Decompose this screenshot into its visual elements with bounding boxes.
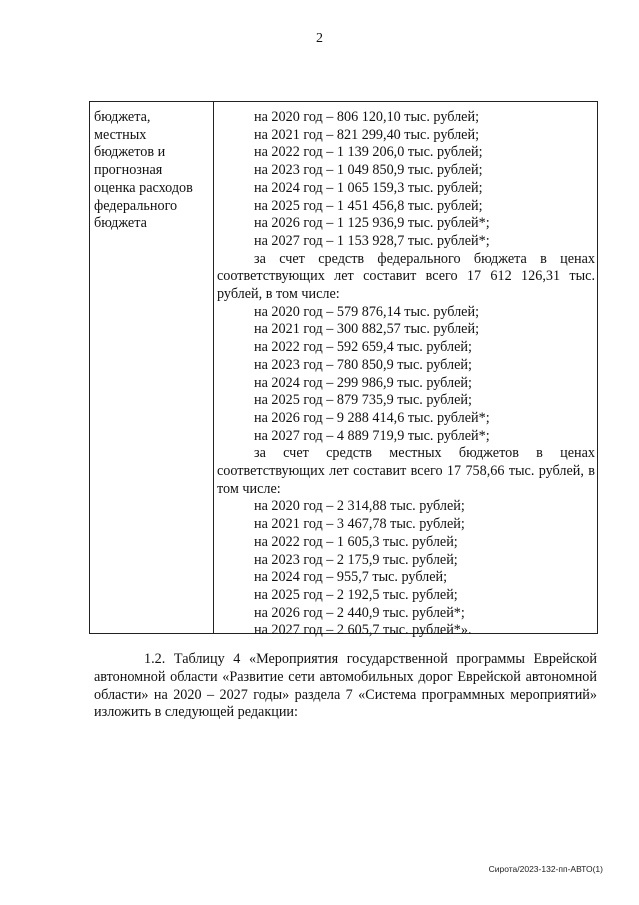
local-year-line: на 2026 год – 2 440,9 тыс. рублей*; — [254, 604, 465, 621]
local-budget-intro: за счет средств местных бюджетов в ценах соответствующих лет составит всего 17 758,66 тыс. рублей, в том числе: — [217, 445, 595, 497]
regional-year-line: на 2027 год – 1 153 928,7 тыс. рублей*; — [254, 232, 490, 249]
left-cell-line: оценка расходов — [94, 179, 193, 196]
federal-budget-intro: за счет средств федерального бюджета в ценах соответствующих лет составит всего 17 612 126,31 тыс. рублей, в том числе: — [217, 250, 595, 303]
local-year-line: на 2027 год – 2 605,7 тыс. рублей*». — [254, 622, 472, 639]
federal-year-line: на 2024 год – 299 986,9 тыс. рублей; — [254, 374, 472, 391]
federal-year-line: на 2021 год – 300 882,57 тыс. рублей; — [254, 321, 480, 338]
federal-year-line: на 2020 год – 579 876,14 тыс. рублей; — [254, 303, 480, 320]
federal-year-line: на 2027 год – 4 889 719,9 тыс. рублей*; — [254, 427, 490, 444]
regional-year-line: на 2024 год – 1 065 159,3 тыс. рублей; — [254, 179, 483, 196]
regional-year-line: на 2020 год – 806 120,10 тыс. рублей; — [254, 109, 480, 125]
regional-year-line: на 2023 год – 1 049 850,9 тыс. рублей; — [254, 162, 483, 179]
federal-year-line: на 2026 год – 9 288 414,6 тыс. рублей*; — [254, 409, 490, 426]
left-cell-line: бюджетов и — [94, 144, 166, 161]
document-footer-code: Сирота/2023-132-пп-АВТО(1) — [488, 864, 603, 874]
left-cell-line: бюджета, — [94, 109, 151, 125]
table-left-cell — [90, 102, 214, 633]
left-cell-line: бюджета — [94, 215, 147, 232]
left-cell-line: федерального — [94, 197, 178, 214]
federal-year-line: на 2022 год – 592 659,4 тыс. рублей; — [254, 339, 472, 356]
local-year-line: на 2023 год – 2 175,9 тыс. рублей; — [254, 551, 458, 568]
local-year-line: на 2022 год – 1 605,3 тыс. рублей; — [254, 533, 458, 550]
regional-year-line: на 2026 год – 1 125 936,9 тыс. рублей*; — [254, 215, 490, 232]
federal-year-line: на 2023 год – 780 850,9 тыс. рублей; — [254, 356, 472, 373]
left-cell-line: местных — [94, 126, 147, 143]
federal-year-line: на 2025 год – 879 735,9 тыс. рублей; — [254, 392, 472, 409]
regional-year-line: на 2022 год – 1 139 206,0 тыс. рублей; — [254, 144, 483, 161]
local-year-line: на 2024 год – 955,7 тыс. рублей; — [254, 569, 448, 586]
left-cell-line: прогнозная — [94, 162, 163, 179]
regional-year-line: на 2021 год – 821 299,40 тыс. рублей; — [254, 126, 480, 143]
table-right-cell — [214, 102, 597, 639]
local-year-line: на 2021 год – 3 467,78 тыс. рублей; — [254, 516, 465, 533]
regional-year-line: на 2025 год – 1 451 456,8 тыс. рублей; — [254, 197, 483, 214]
local-year-line: на 2020 год – 2 314,88 тыс. рублей; — [254, 498, 465, 515]
funding-table — [89, 101, 598, 639]
local-year-line: на 2025 год – 2 192,5 тыс. рублей; — [254, 586, 458, 603]
amendment-paragraph: 1.2. Таблицу 4 «Мероприятия государственной программы Еврейской автономной области «Развитие сети автомобильных дорог Еврейской автономной области» на 2020 – 2027 годы» раздела 7 «Система программных мероприятий» изложить в следующей редакции: — [94, 651, 597, 721]
page-number: 2 — [316, 31, 323, 46]
